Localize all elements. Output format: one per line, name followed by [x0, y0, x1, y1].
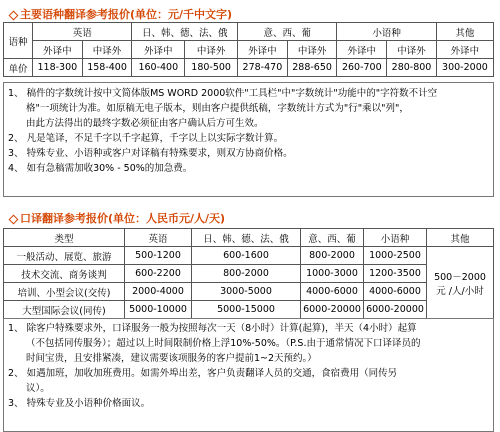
price-cell: 278-470 [238, 59, 288, 77]
price-cell: 288-650 [287, 59, 337, 77]
note-line: 格"一项统计为准。如原稿无电子版本，则由客户提供纸稿，字数统计方式为"行"乘以"列"， [26, 103, 409, 114]
price-cell: 160-400 [132, 59, 185, 77]
note-line: 1、 稿件的字数统计按中文简体版MS WORD 2000软件"工具栏"中"字数统计"功能中的"字符数不计空 [8, 88, 438, 99]
other-price-cell [427, 247, 494, 319]
diamond-icon [9, 10, 19, 20]
price-cell: 118-300 [33, 59, 83, 77]
price-cell: 5000-15000 [192, 301, 301, 319]
row-type: 大型国际会议(同传) [4, 301, 125, 319]
row-type: 一般活动、展览、旅游 [4, 247, 125, 265]
sub-header: 中译外 [185, 41, 238, 59]
col-english: 英语 [125, 229, 192, 247]
sub-header: 外译中 [337, 41, 387, 59]
sub-header: 中译外 [82, 41, 132, 59]
written-price-table [3, 22, 494, 77]
price-cell: 1200-3500 [364, 265, 427, 283]
other-price: 500－2000 [434, 271, 486, 283]
note-line: 2、 如遇加班，加收加班费用。如需外埠出差，客户负责翻译人员的交通，食宿费用（同传另 [8, 368, 398, 379]
oral-price-table [3, 228, 494, 319]
price-cell: 260-700 [337, 59, 387, 77]
note-line: 议）。 [26, 383, 50, 394]
price-cell: 800-2000 [301, 247, 364, 265]
col-minor: 小语种 [337, 23, 436, 41]
col-it-es-pt: 意、西、葡 [238, 23, 337, 41]
price-cell: 300-2000 [436, 59, 493, 77]
price-cell: 2000-4000 [125, 283, 192, 301]
price-cell: 800-2000 [192, 265, 301, 283]
price-cell: 4000-6000 [301, 283, 364, 301]
note-line: 时间宝贵，且安排紧凑，建议需要该项服务的客户提前1~2天预约。） [26, 353, 317, 364]
note-line: 2、 凡是笔译，不足千字以千字起算，千字以上以实际字数计算。 [8, 133, 284, 144]
sub-header: 外译中 [132, 41, 185, 59]
lang-header: 语种 [4, 23, 33, 59]
price-cell: 280-800 [387, 59, 437, 77]
col-jp-kr-de-fr-ru: 日、韩、德、法、俄 [192, 229, 301, 247]
note-line: 由此方法得出的最终字数必须征由客户确认后方可生效。 [26, 118, 264, 129]
col-english: 英语 [33, 23, 132, 41]
col-other: 其他 [436, 23, 493, 41]
price-cell: 600-1600 [192, 247, 301, 265]
type-header: 类型 [4, 229, 125, 247]
oral-price-title: 口译翻译参考报价(单位：人民币元/人/天) [10, 210, 225, 226]
note-line: 1、 除客户特殊要求外，口译服务一般为按照每次一天（8小时）计算(起算)，半天（4小时）起算 [8, 323, 417, 334]
note-line: 3、 特殊专业及小语种价格面议。 [8, 398, 151, 409]
col-jp-kr-de-fr-ru: 日、韩、德、法、俄 [132, 23, 238, 41]
price-cell: 600-2200 [125, 265, 192, 283]
note-line: 4、 如有急稿需加收30% - 50%的加急费。 [8, 163, 193, 174]
sub-header: 中译外 [287, 41, 337, 59]
price-cell: 5000-10000 [125, 301, 192, 319]
row-type: 培训、小型会议(交传) [4, 283, 125, 301]
unit-header: 单价 [4, 59, 33, 77]
note-line: 3、 特殊专业、小语种或客户对译稿有特殊要求，则双方协商价格。 [8, 148, 293, 159]
col-it-es-pt: 意、西、葡 [301, 229, 364, 247]
col-other: 其他 [427, 229, 494, 247]
written-price-title: 主要语种翻译参考报价(单位：元/千中文字) [10, 6, 232, 22]
price-cell: 6000-20000 [364, 301, 427, 319]
diamond-icon [9, 214, 19, 224]
price-cell: 180-500 [185, 59, 238, 77]
written-notes [3, 82, 494, 197]
price-cell: 1000-2500 [364, 247, 427, 265]
sub-header: 外译中 [33, 41, 83, 59]
other-unit: 元 /人/小时 [436, 285, 484, 297]
row-type: 技术交流、商务谈判 [4, 265, 125, 283]
price-cell: 500-1200 [125, 247, 192, 265]
note-line: （不包括同传服务）；超过以上时间限制价格上浮10%-50%。（P.S.由于通常情况下口译译员的 [26, 338, 421, 349]
price-cell: 6000-20000 [301, 301, 364, 319]
sub-header: 外译中 [436, 41, 493, 59]
sub-header: 中译外 [387, 41, 437, 59]
price-cell: 1000-3000 [301, 265, 364, 283]
price-cell: 3000-5000 [192, 283, 301, 301]
sub-header: 外译中 [238, 41, 288, 59]
price-cell: 158-400 [82, 59, 132, 77]
price-cell: 4000-6000 [364, 283, 427, 301]
oral-notes [3, 318, 494, 432]
col-minor: 小语种 [364, 229, 427, 247]
